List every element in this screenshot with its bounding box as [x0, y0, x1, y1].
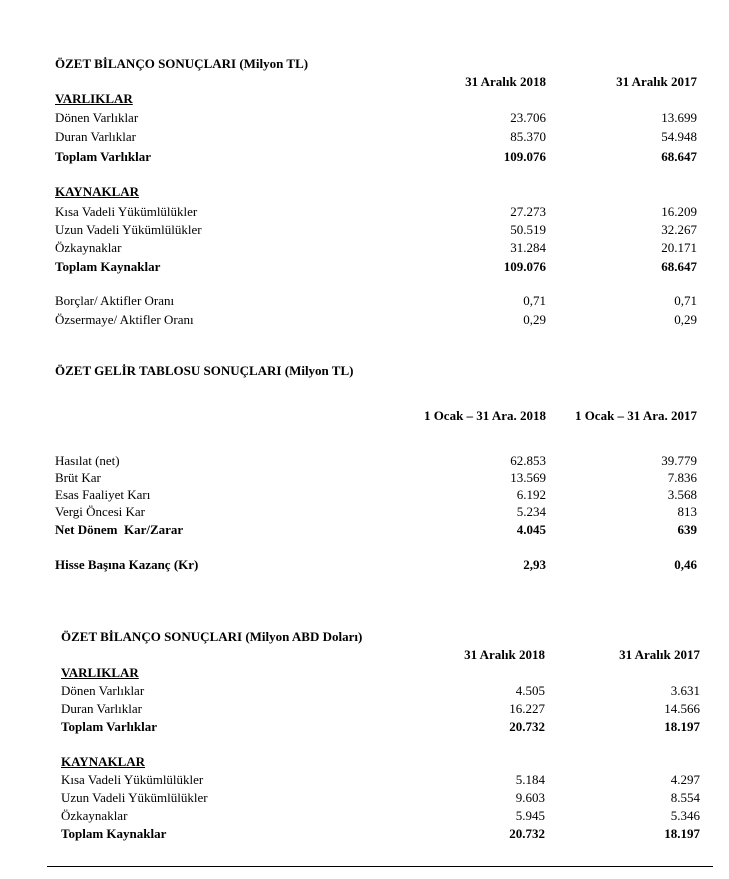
balance-tl-total-assets-2018: 109.076	[503, 149, 546, 164]
income-tl-eps-2018: 2,93	[523, 557, 546, 572]
balance-usd-short-term-2018: 5.184	[515, 772, 545, 787]
balance-tl-total-liabilities-2018: 109.076	[503, 259, 546, 274]
balance-tl-total-assets-2017: 68.647	[661, 149, 697, 164]
balance-tl-noncurrent-assets-2018: 85.370	[510, 129, 546, 144]
balance-tl-equity-ratio-2017: 0,29	[674, 312, 697, 327]
income-tl-operating-profit-2018: 6.192	[516, 487, 546, 502]
balance-tl-long-term-2017: 32.267	[661, 222, 697, 237]
income-tl-net-profit-label: Net Dönem Kar/Zarar	[55, 522, 184, 537]
income-tl-revenue-label: Hasılat (net)	[55, 453, 120, 468]
income-tl-gross-profit-label: Brüt Kar	[55, 470, 101, 485]
balance-usd-current-assets-label: Dönen Varlıklar	[61, 683, 145, 698]
balance-tl-equity-2018: 31.284	[510, 240, 546, 255]
income-tl-col-2017: 1 Ocak – 31 Ara. 2017	[574, 408, 697, 423]
balance-usd-total-assets-label: Toplam Varlıklar	[61, 719, 157, 734]
income-tl-pretax-profit-2018: 5.234	[516, 504, 546, 519]
balance-usd-noncurrent-assets-2018: 16.227	[509, 701, 545, 716]
balance-usd-long-term-label: Uzun Vadeli Yükümlülükler	[61, 790, 208, 805]
balance-usd-title: ÖZET BİLANÇO SONUÇLARI (Milyon ABD Doları)	[61, 629, 363, 644]
balance-usd-current-assets-2017: 3.631	[670, 683, 700, 698]
balance-tl-noncurrent-assets-label: Duran Varlıklar	[55, 129, 136, 144]
income-tl-net-profit-2017: 639	[677, 522, 697, 537]
balance-usd-col-2017: 31 Aralık 2017	[619, 647, 700, 662]
income-tl-gross-profit-2017: 7.836	[667, 470, 697, 485]
balance-usd-noncurrent-assets-label: Duran Varlıklar	[61, 701, 142, 716]
balance-usd-equity-2017: 5.346	[670, 808, 700, 823]
balance-usd-short-term-label: Kısa Vadeli Yükümlülükler	[61, 772, 204, 787]
balance-tl-short-term-2017: 16.209	[661, 204, 697, 219]
balance-usd-assets-heading: VARLIKLAR	[61, 665, 139, 680]
balance-tl-total-liabilities-label: Toplam Kaynaklar	[55, 259, 161, 274]
balance-tl-debt-ratio-2017: 0,71	[674, 293, 697, 308]
balance-tl-long-term-label: Uzun Vadeli Yükümlülükler	[55, 222, 202, 237]
balance-tl-short-term-label: Kısa Vadeli Yükümlülükler	[55, 204, 198, 219]
balance-tl-short-term-2018: 27.273	[510, 204, 546, 219]
balance-usd-total-liabilities-2018: 20.732	[509, 826, 545, 841]
balance-usd-long-term-2017: 8.554	[670, 790, 700, 805]
balance-tl-long-term-2018: 50.519	[510, 222, 546, 237]
balance-usd-total-assets-2017: 18.197	[664, 719, 700, 734]
balance-tl-total-liabilities-2017: 68.647	[661, 259, 697, 274]
income-tl-operating-profit-2017: 3.568	[667, 487, 697, 502]
income-tl-gross-profit-2018: 13.569	[510, 470, 546, 485]
balance-usd-total-assets-2018: 20.732	[509, 719, 545, 734]
balance-usd-short-term-2017: 4.297	[670, 772, 700, 787]
income-tl-revenue-2017: 39.779	[661, 453, 697, 468]
income-tl-net-profit-2018: 4.045	[516, 522, 546, 537]
balance-usd-current-assets-2018: 4.505	[515, 683, 545, 698]
balance-usd-col-2018: 31 Aralık 2018	[464, 647, 545, 662]
balance-tl-assets-heading: VARLIKLAR	[55, 91, 133, 106]
balance-tl-equity-2017: 20.171	[661, 240, 697, 255]
balance-tl-noncurrent-assets-2017: 54.948	[661, 129, 697, 144]
balance-tl-current-assets-label: Dönen Varlıklar	[55, 110, 139, 125]
balance-tl-col-2017: 31 Aralık 2017	[616, 74, 697, 89]
balance-usd-liabilities-heading: KAYNAKLAR	[61, 754, 146, 769]
balance-usd-noncurrent-assets-2017: 14.566	[664, 701, 700, 716]
balance-tl-debt-ratio-2018: 0,71	[523, 293, 546, 308]
balance-tl-total-assets-label: Toplam Varlıklar	[55, 149, 151, 164]
balance-usd-total-liabilities-label: Toplam Kaynaklar	[61, 826, 167, 841]
footer-divider	[47, 866, 713, 867]
income-tl-operating-profit-label: Esas Faaliyet Karı	[55, 487, 151, 502]
income-tl-title: ÖZET GELİR TABLOSU SONUÇLARI (Milyon TL)	[55, 363, 354, 378]
balance-tl-equity-ratio-label: Özsermaye/ Aktifler Oranı	[55, 312, 194, 327]
balance-usd-equity-label: Özkaynaklar	[61, 808, 128, 823]
balance-tl-debt-ratio-label: Borçlar/ Aktifler Oranı	[55, 293, 175, 308]
balance-tl-title: ÖZET BİLANÇO SONUÇLARI (Milyon TL)	[55, 56, 309, 71]
balance-tl-col-2018: 31 Aralık 2018	[465, 74, 546, 89]
balance-tl-liabilities-heading: KAYNAKLAR	[55, 184, 140, 199]
income-tl-revenue-2018: 62.853	[510, 453, 546, 468]
income-tl-pretax-profit-label: Vergi Öncesi Kar	[55, 504, 146, 519]
income-tl-eps-2017: 0,46	[674, 557, 697, 572]
income-tl-col-2018: 1 Ocak – 31 Ara. 2018	[423, 408, 546, 423]
balance-tl-equity-ratio-2018: 0,29	[523, 312, 546, 327]
balance-usd-long-term-2018: 9.603	[515, 790, 545, 805]
balance-tl-current-assets-2017: 13.699	[661, 110, 697, 125]
income-tl-eps-label: Hisse Başına Kazanç (Kr)	[55, 557, 199, 572]
balance-tl-current-assets-2018: 23.706	[510, 110, 546, 125]
balance-usd-equity-2018: 5.945	[515, 808, 545, 823]
income-tl-pretax-profit-2017: 813	[677, 504, 697, 519]
balance-usd-total-liabilities-2017: 18.197	[664, 826, 700, 841]
balance-tl-equity-label: Özkaynaklar	[55, 240, 122, 255]
